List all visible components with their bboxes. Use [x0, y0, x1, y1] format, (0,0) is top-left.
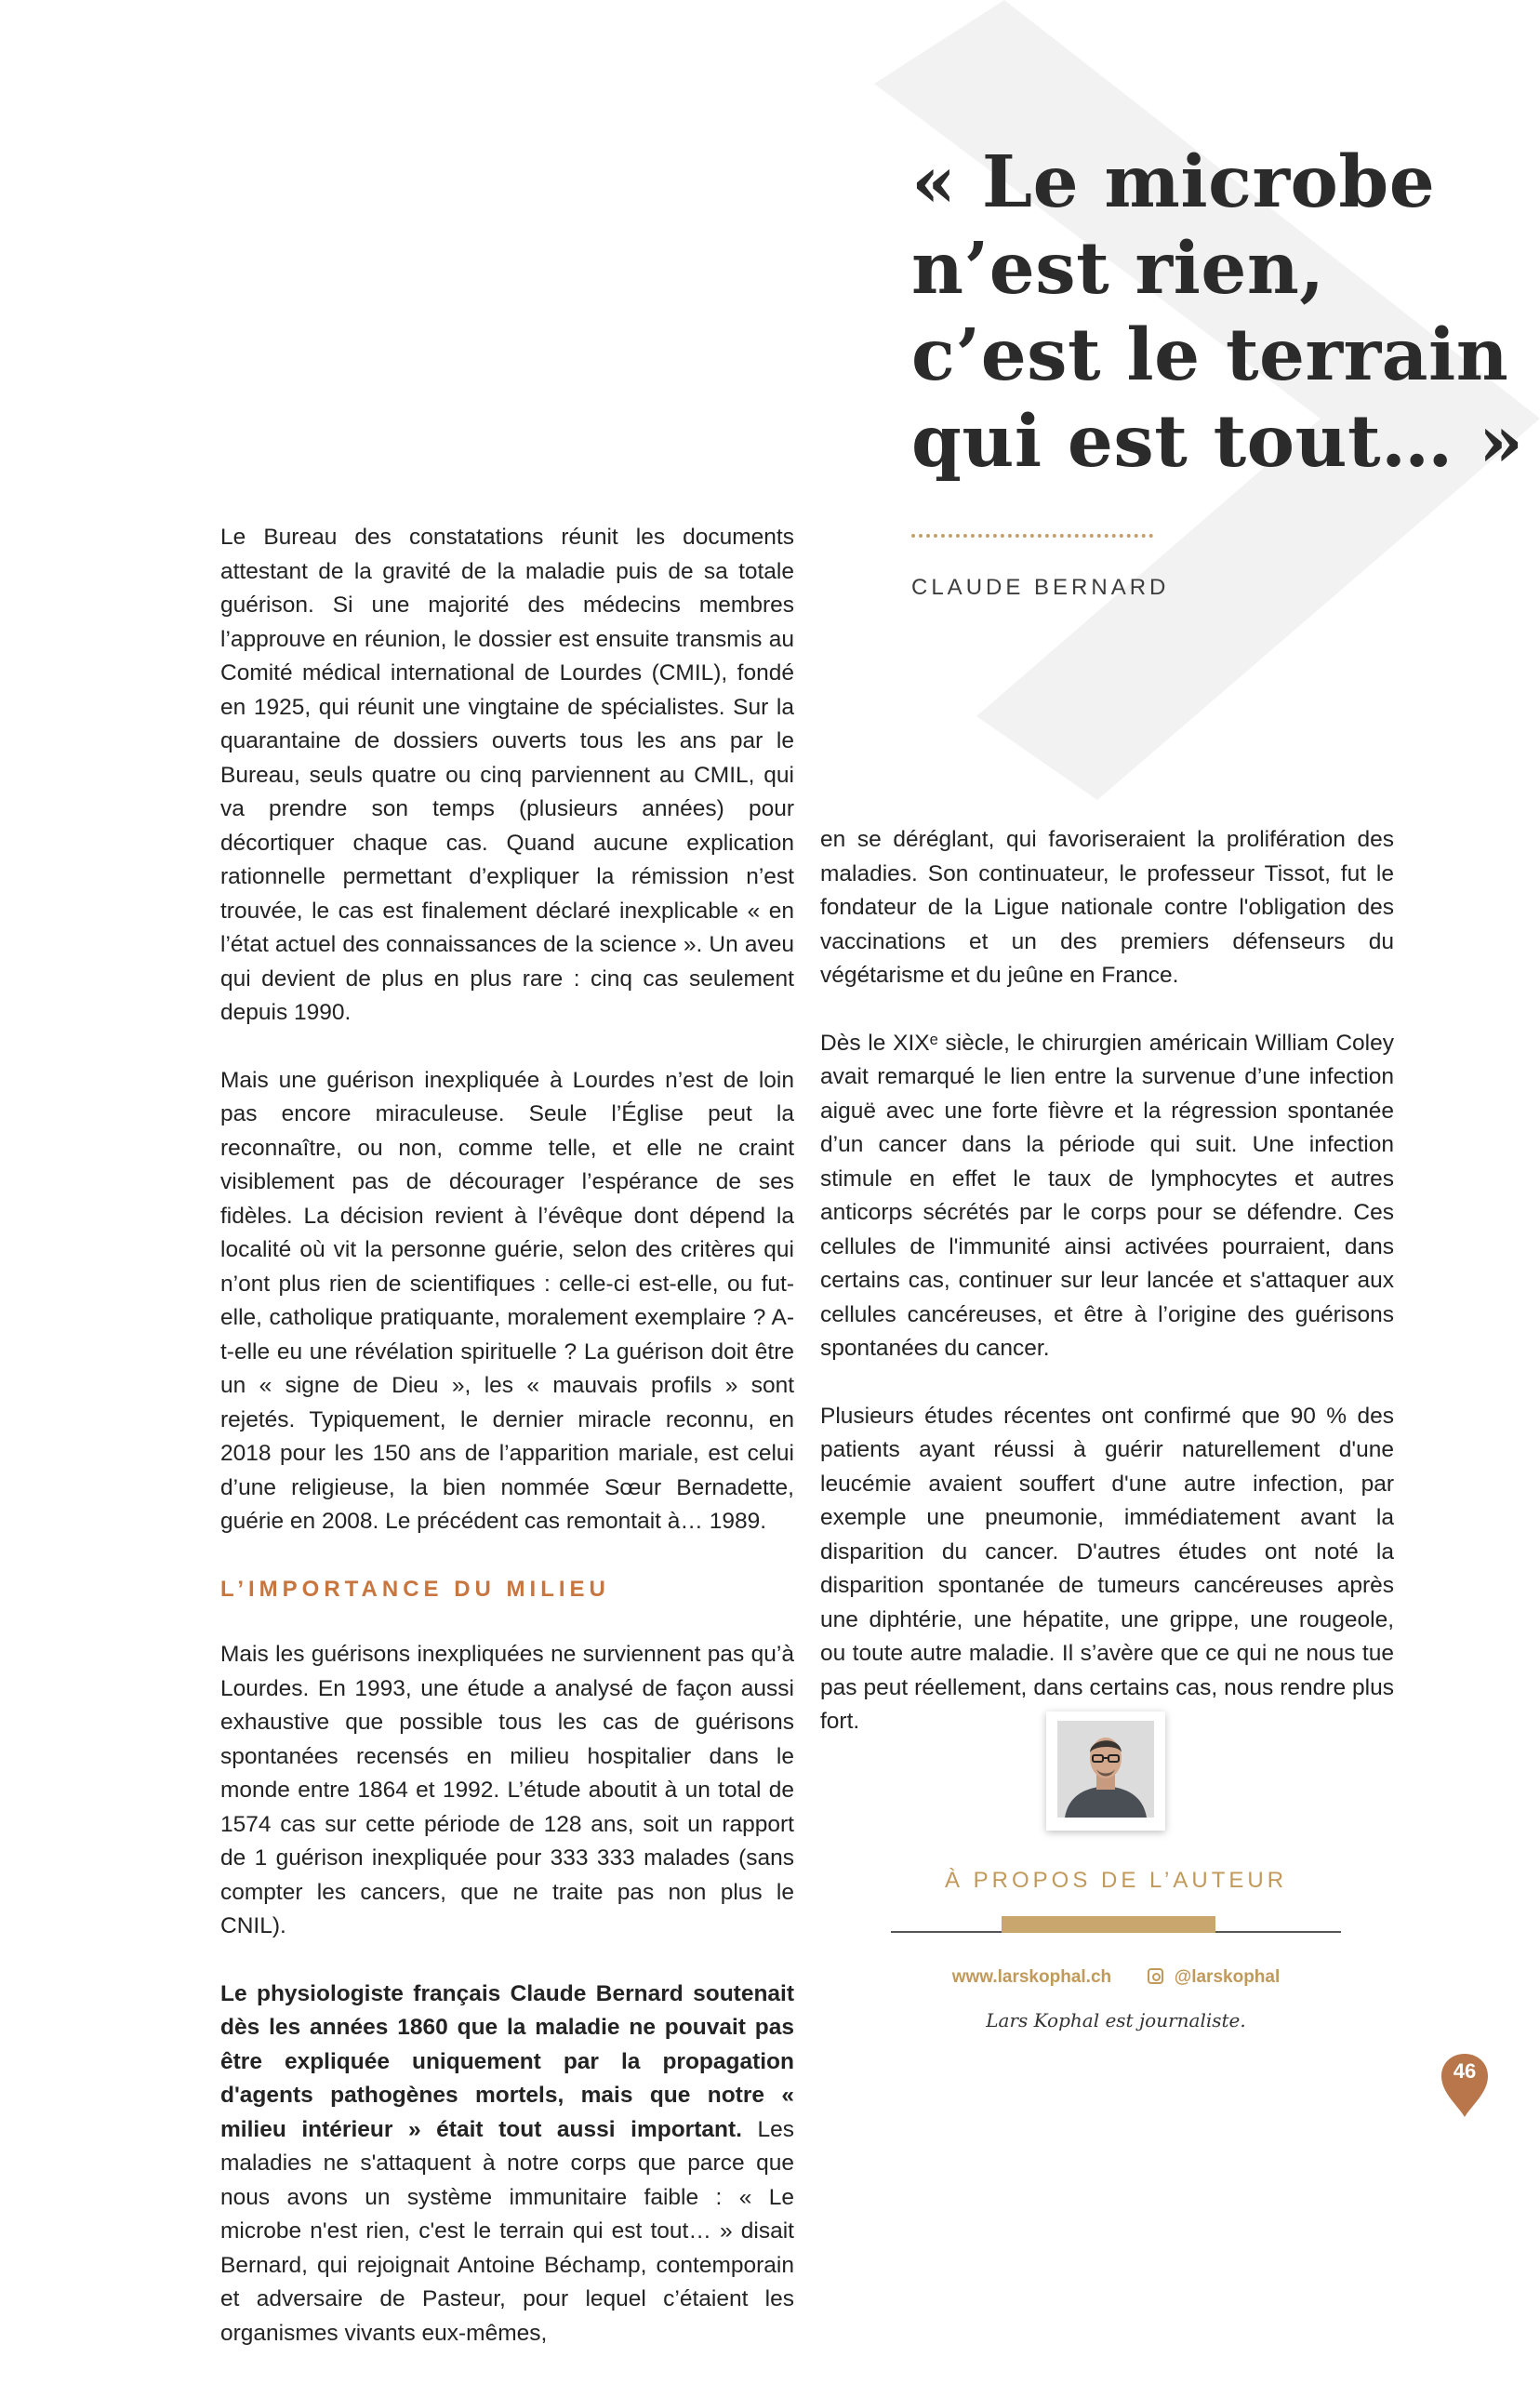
about-author-heading: À PROPOS DE L’AUTEUR — [944, 1868, 1288, 1893]
body-paragraph: Mais les guérisons inexpliquées ne surviennent pas qu’à Lourdes. En 1993, une étude a analysé de façon aussi exhaustive que possible tous les cas de guérisons spontanées recensés en milieu hospitalier dans le monde entre 1864 et 1992. L’étude aboutit à un total de 1574 cas sur cette période de 128 ans, soit un rapport de 1 guérison inexpliquée pour 333 333 malades (sans compter les cancers, que ne traite pas non plus le CNIL). — [220, 1642, 794, 1938]
dotted-divider — [911, 534, 1153, 538]
instagram-link[interactable]: @larskophal — [1174, 1967, 1281, 1987]
body-paragraph: Mais une guérison inexpliquée à Lourdes n’est de loin pas encore miraculeuse. Seule l’Église peut la reconnaître, ou non, comme telle, et elle ne craint visiblement pas de décourager l’espérance de ses fidèles. La décision revient à l’évêque dont dépend la localité où vit la personne guérie, selon des critères qui n’ont plus rien de scientifiques : celle-ci est-elle, ou fut-elle, catholique pratiquante, moralement exemplaire ? A-t-elle eu une révélation spirituelle ? La guérison doit être un « signe de Dieu », les « mauvais profils » sont rejetés. Typiquement, le dernier miracle reconnu, en 2018 pour les 150 ans de l’apparition mariale, est celui d’une religieuse, la bien nommée Sœur Bernadette, guérie en 2008. Le précédent cas remontait à… 1989. — [220, 1067, 794, 1534]
body-paragraph: Le Bureau des constatations réunit les documents attestant de la gravité de la maladie puis de sa totale guérison. Si une majorité des médecins membres l’approuve en réunion, le dossier est ensuite transmis au Comité médical international de Lourdes (CMIL), fondé en 1925, qui réunit une vingtaine de spécialistes. Sur la quarantaine de dossiers ouverts tous les ans par le Bureau, seuls quatre ou cinq parviennent au CMIL, qui va prendre son temps (plusieurs années) pour décortiquer chaque cas. Quand aucune explication rationnelle permettant d’expliquer la rémission n’est trouvée, le cas est finalement déclaré inexplicable « en l’état actuel des connaissances de la science ». Un aveu qui devient de plus en plus rare : cinq cas seulement depuis 1990. — [220, 525, 794, 1025]
bold-lead-text: Le physiologiste français Claude Bernard soutenait dès les années 1860 que la maladie ne pouvait pas être expliquée uniquement par la propagation d'agents pathogènes mortels, mais que notre « milieu intérieur » était tout aussi important. — [220, 1980, 794, 2142]
author-links — [888, 1967, 1344, 1988]
pull-quote — [911, 140, 1524, 601]
pull-quote-line: « Le microbe — [911, 140, 1436, 224]
author-photo — [1057, 1721, 1154, 1818]
body-paragraph — [220, 1978, 794, 2351]
quote-author: CLAUDE BERNARD — [911, 575, 1170, 600]
author-divider-bar — [1002, 1916, 1215, 1933]
pull-quote-line: qui est tout… » — [911, 400, 1524, 484]
body-paragraph: Plusieurs études récentes ont confirmé que 90 % des patients ayant réussi à guérir naturellement d'une leucémie avaient souffert d'une autre infection, par exemple une pneumonie, immédiatement avant la disparition du cancer. D'autres études ont noté la disparition spontanée de tumeurs cancéreuses après une diphtérie, une hépatite, une grippe, une rougeole, ou toute autre maladie. Il s’avère que ce qui ne nous tue pas peut réellement, dans certains cas, nous rendre plus fort. — [820, 1403, 1394, 1734]
left-text-column — [220, 521, 794, 2384]
pull-quote-line: n’est rien, — [911, 227, 1325, 311]
body-paragraph: Dès le XIXᵉ siècle, le chirurgien américain William Coley avait remarqué le lien entre la survenue d’une infection aiguë avec une forte fièvre et la régression spontanée d’un cancer dans la période qui suit. Une infection stimule en effet le taux de lymphocytes et autres anticorps sécrétés par le corps pour se défendre. Ces cellules de l'immunité ainsi activées pourraient, dans certains cas, continuer sur leur lancée et s'attaquer aux cellules cancéreuses, et être à l’origine des guérisons spontanées du cancer. — [820, 1030, 1394, 1361]
section-heading: L’IMPORTANCE DU MILIEU — [220, 1576, 610, 1602]
paragraph-continuation: Les maladies ne s'attaquent à notre corps que parce que nous avons un système immunitaire faible : « Le microbe n'est rien, c'est le terrain qui est tout… » disait Bernard, qui rejoignait Antoine Béchamp, contemporain et adversaire de Pasteur, pour lequel c’étaient les organismes vivants eux-mêmes, — [220, 2116, 794, 2346]
author-portrait-icon — [1057, 1721, 1154, 1818]
page-number: 46 — [1453, 2059, 1477, 2083]
right-text-column — [820, 823, 1394, 1773]
instagram-icon — [1148, 1968, 1163, 1984]
body-paragraph: en se déréglant, qui favoriseraient la prolifération des maladies. Son continuateur, le professeur Tissot, fut le fondateur de la Ligue nationale contre l'obligation des vaccinations et un des premiers défenseurs du végétarisme et du jeûne en France. — [820, 827, 1394, 988]
author-photo-frame — [1046, 1711, 1165, 1831]
page-number-badge — [1440, 2052, 1490, 2119]
author-bio: Lars Kophal est journaliste. — [986, 2009, 1246, 2031]
website-link[interactable]: www.larskophal.ch — [951, 1967, 1112, 1987]
pull-quote-line: c’est le terrain — [911, 313, 1509, 397]
pull-quote-text — [911, 140, 1524, 486]
